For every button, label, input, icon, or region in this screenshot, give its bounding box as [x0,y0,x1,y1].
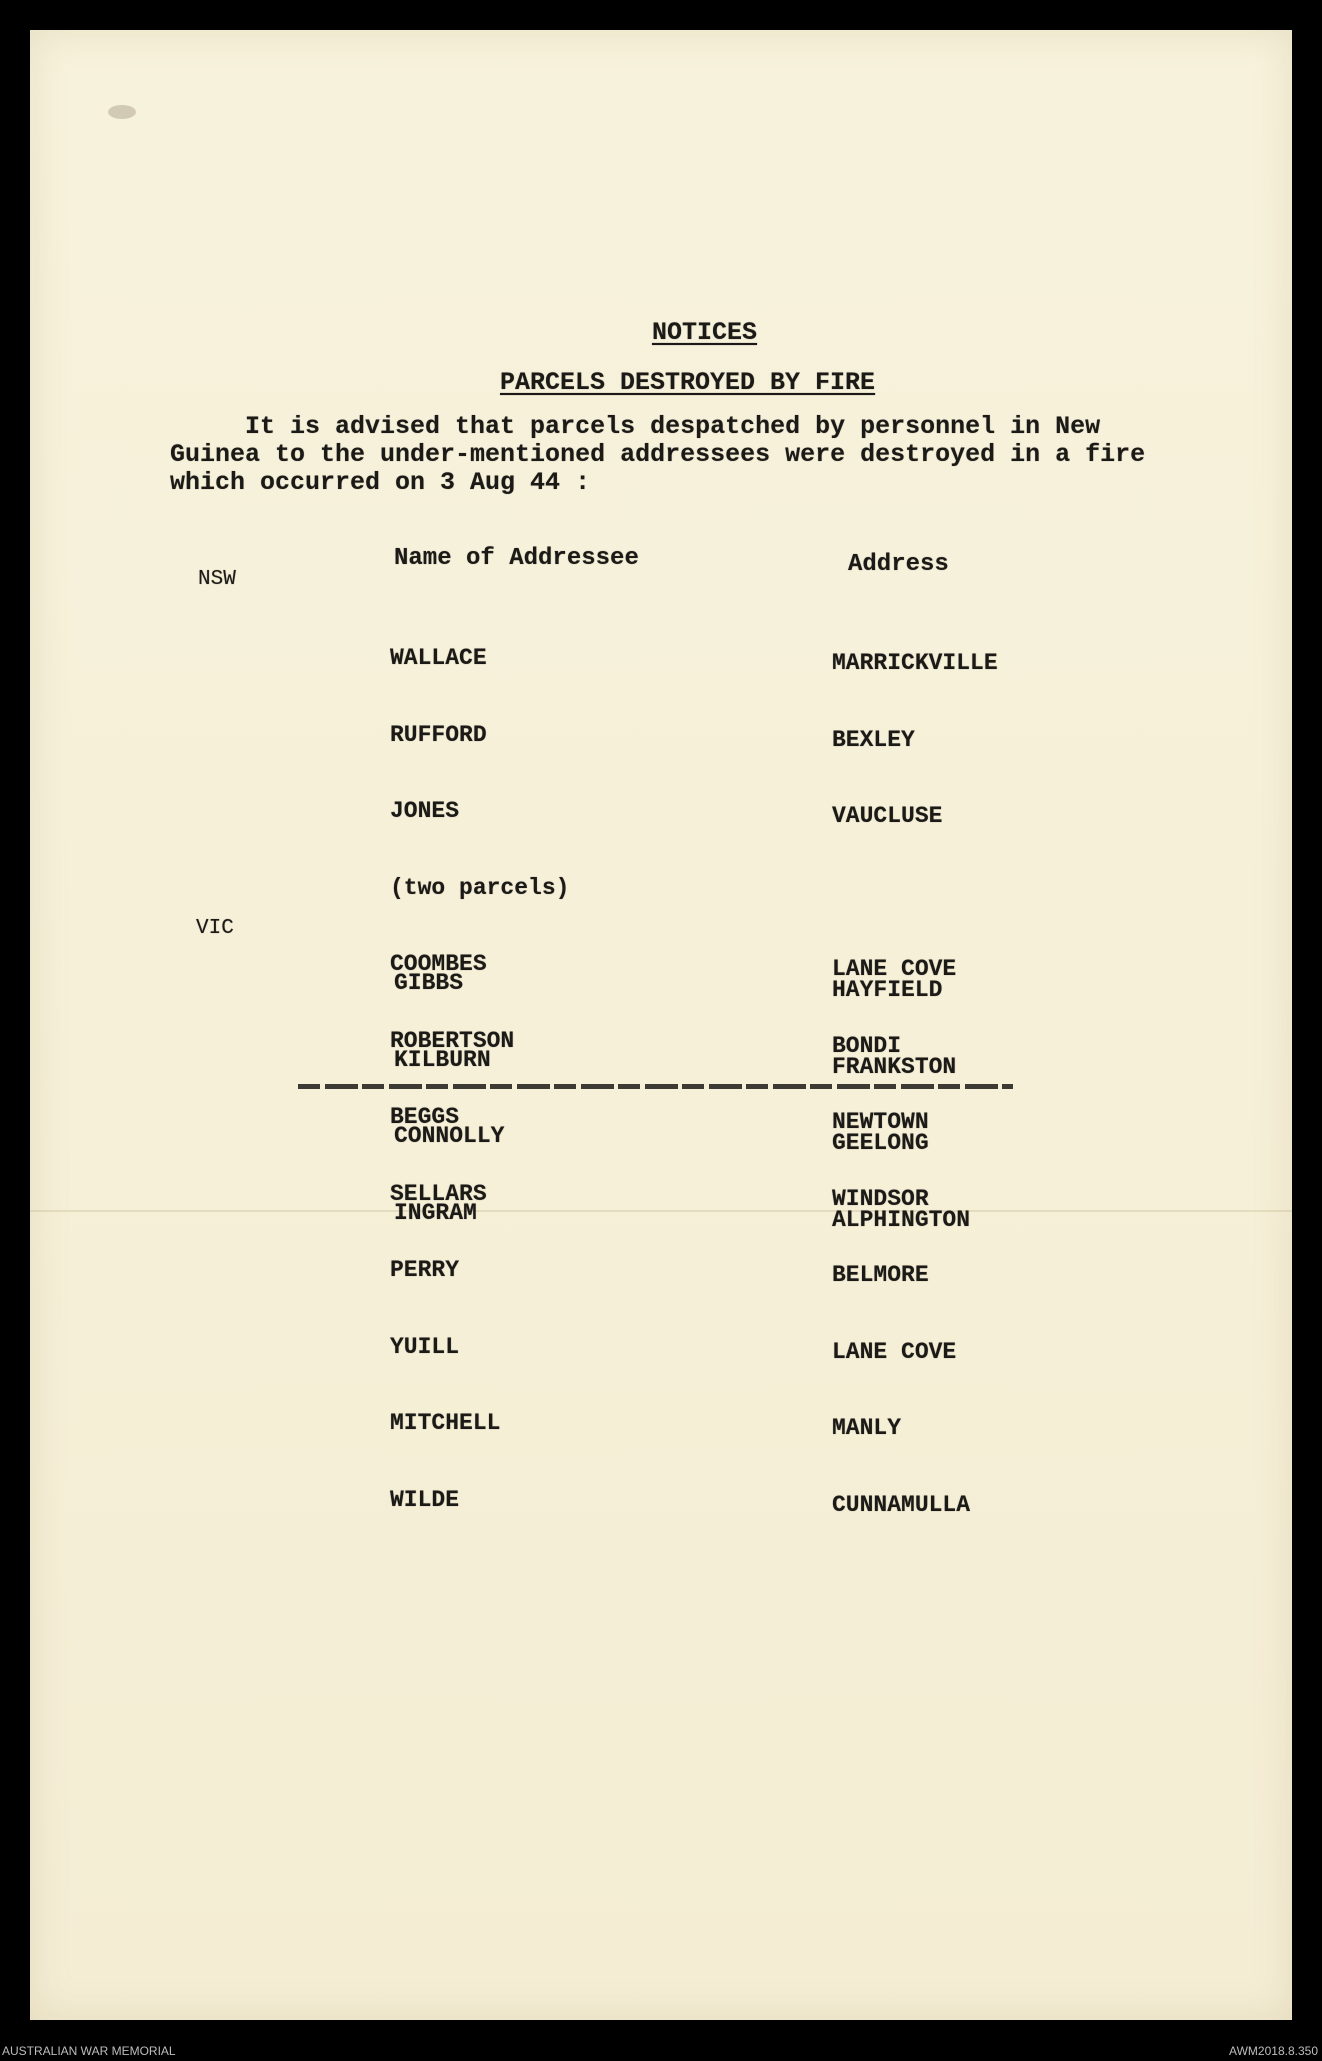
notice-subheading: PARCELS DESTROYED BY FIRE [500,368,876,397]
column-header-address: Address [848,551,949,578]
address-value: MARRICKVILLE [832,650,998,676]
addressee-name: INGRAM [394,1199,477,1226]
intro-line: which occurred on 3 Aug 44 : [170,468,591,497]
addressee-name: MITCHELL [390,1410,501,1436]
notice-heading: NOTICES [652,318,758,347]
paper-blemish [108,105,136,119]
intro-line: Guinea to the under-mentioned addressees were destroyed in a fire [170,440,1146,469]
addressee-name: SELLARS [390,1180,487,1207]
addressee-name: PERRY [390,1257,460,1283]
address-value: ALPHINGTON [832,1206,971,1233]
address-value: BELMORE [832,1262,929,1288]
addressee-note: (two parcels) [390,874,570,901]
address-value: NEWTOWN [832,1109,929,1135]
address-spacer [832,881,998,907]
footer-credit: AUSTRALIAN WAR MEMORIAL [2,2044,176,2058]
state-label-vic: VIC [196,917,234,940]
address-value: HAYFIELD [832,977,943,1003]
addressee-name: WALLACE [390,645,487,671]
address-value: MANLY [832,1415,902,1441]
addressee-name: BEGGS [390,1104,460,1130]
fold-line [30,1210,1292,1212]
address-value: LANE COVE [832,956,957,982]
addressee-name: GIBBS [394,970,464,996]
address-value: VAUCLUSE [832,803,943,829]
column-header-name: Name of Addressee [394,545,639,572]
addressee-name: RUFFORD [390,721,487,748]
addressee-name: YUILL [390,1333,460,1360]
addressee-name: KILBURN [394,1046,491,1073]
notice-intro [170,413,1190,497]
addressee-name: CONNOLLY [394,1123,505,1149]
addressee-name: JONES [390,798,460,824]
address-value: FRANKSTON [832,1053,957,1080]
addressee-name: COOMBES [390,951,487,977]
state-label-nsw: NSW [198,568,236,591]
address-value: BEXLEY [832,726,915,753]
closing-rule [298,1084,1013,1089]
address-value: BONDI [832,1032,902,1059]
address-value: LANE COVE [832,1338,957,1365]
addressee-name: ROBERTSON [390,1027,515,1054]
addressee-name: WILDE [390,1486,460,1513]
footer-accession: AWM2018.8.350 [1229,2044,1318,2058]
address-value: CUNNAMULLA [832,1491,971,1518]
addresses-list-vic [832,927,970,1259]
intro-line: It is advised that parcels despatched by personnel in New [170,412,1101,441]
address-value: WINDSOR [832,1185,929,1212]
address-value: GEELONG [832,1130,929,1156]
